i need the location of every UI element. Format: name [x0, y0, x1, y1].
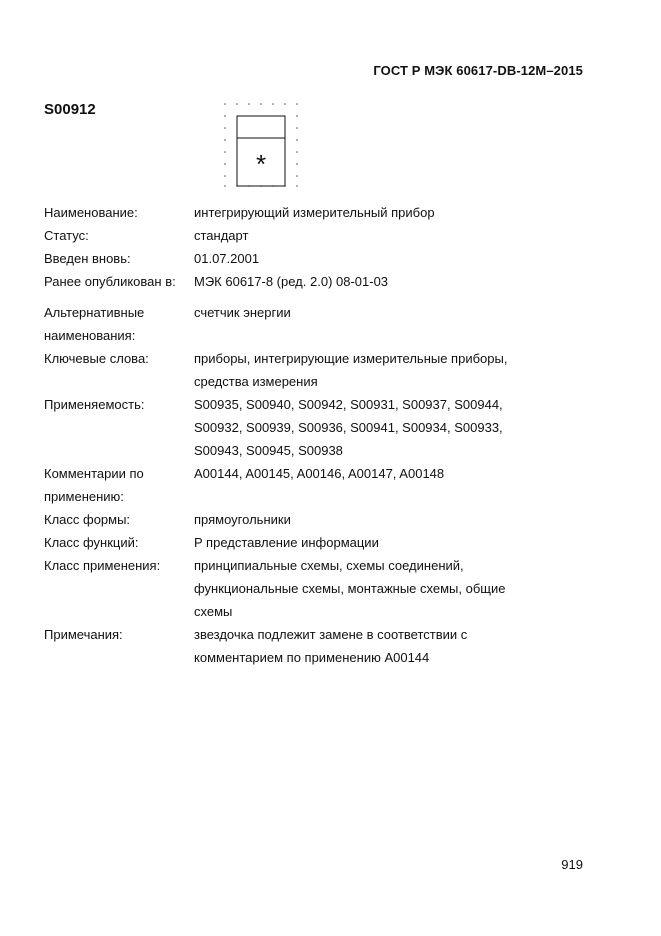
field-row: [44, 201, 584, 224]
field-label-line: Статус:: [44, 228, 89, 243]
field-label: [44, 347, 194, 393]
grid-dot: [296, 139, 298, 141]
grid-dot: [296, 151, 298, 153]
grid-dot: [296, 103, 298, 105]
field-label-line: Наименование:: [44, 205, 138, 220]
symbol-code: S00912: [44, 101, 96, 118]
field-label-line: Класс функций:: [44, 535, 139, 550]
page-number: 919: [561, 857, 583, 872]
field-label: [44, 623, 194, 669]
field-value: [194, 393, 584, 462]
field-value-line: S00932, S00939, S00936, S00941, S00934, S00933,: [194, 420, 503, 435]
field-list: [44, 201, 584, 669]
field-value-line: принципиальные схемы, схемы соединений,: [194, 558, 464, 573]
grid-dot: [224, 103, 226, 105]
field-label-line: Альтернативные: [44, 305, 145, 320]
field-value-line: комментарием по применению A00144: [194, 650, 430, 665]
field-label: [44, 462, 194, 508]
field-label-line: Класс применения:: [44, 558, 161, 573]
field-label: [44, 531, 194, 554]
field-value-line: прямоугольники: [194, 512, 291, 527]
grid-dot: [224, 175, 226, 177]
field-row: [44, 531, 584, 554]
field-row: [44, 554, 584, 623]
field-row: [44, 247, 584, 270]
field-value-line: интегрирующий измерительный прибор: [194, 205, 435, 220]
field-label-line: наименования:: [44, 328, 136, 343]
field-value-line: S00935, S00940, S00942, S00931, S00937, S00944,: [194, 397, 503, 412]
field-value-line: МЭК 60617-8 (ред. 2.0) 08-01-03: [194, 274, 389, 289]
grid-dot: [296, 127, 298, 129]
field-value-line: S00943, S00945, S00938: [194, 443, 343, 458]
field-label-line: Применяемость:: [44, 397, 145, 412]
grid-dot: [296, 185, 298, 187]
field-label: [44, 393, 194, 462]
field-row: [44, 623, 584, 669]
field-value-line: средства измерения: [194, 374, 318, 389]
grid-dot: [260, 103, 262, 105]
field-value: [194, 347, 584, 393]
field-value-line: A00144, A00145, A00146, A00147, A00148: [194, 466, 445, 481]
grid-dot: [272, 103, 274, 105]
document-header: ГОСТ Р МЭК 60617-DB-12M–2015: [373, 63, 583, 78]
grid-dot: [224, 115, 226, 117]
field-value: [194, 224, 584, 247]
field-label-line: Комментарии по: [44, 466, 144, 481]
symbol-graphic: [224, 103, 300, 187]
field-label: [44, 201, 194, 224]
field-value: [194, 247, 584, 270]
grid-dot: [224, 139, 226, 141]
asterisk-glyph: *: [255, 149, 267, 179]
field-value: [194, 270, 584, 293]
field-value: [194, 531, 584, 554]
field-label-line: применению:: [44, 489, 124, 504]
field-value-line: 01.07.2001: [194, 251, 260, 266]
field-row: [44, 270, 584, 293]
field-row: [44, 347, 584, 393]
field-label-line: Примечания:: [44, 627, 123, 642]
grid-dot: [236, 103, 238, 105]
field-value-line: стандарт: [194, 228, 249, 243]
grid-dot: [296, 115, 298, 117]
field-value: [194, 554, 584, 623]
field-value-line: функциональные схемы, монтажные схемы, общие: [194, 581, 506, 596]
grid-dot: [284, 103, 286, 105]
grid-dot: [224, 163, 226, 165]
field-label-line: Класс формы:: [44, 512, 131, 527]
field-value-line: P представление информации: [194, 535, 379, 550]
field-value-line: счетчик энергии: [194, 305, 291, 320]
field-label-line: Ранее опубликован в:: [44, 274, 176, 289]
grid-dot: [296, 175, 298, 177]
field-value: [194, 623, 584, 669]
field-label: [44, 508, 194, 531]
field-row: [44, 462, 584, 508]
field-label: [44, 554, 194, 623]
field-label: [44, 270, 194, 293]
field-label: [44, 301, 194, 347]
grid-dot: [224, 185, 226, 187]
field-label: [44, 224, 194, 247]
field-value: [194, 462, 584, 508]
field-label-line: Введен вновь:: [44, 251, 131, 266]
field-row: [44, 393, 584, 462]
field-value: [194, 508, 584, 531]
field-value-line: приборы, интегрирующие измерительные приборы,: [194, 351, 508, 366]
field-label-line: Ключевые слова:: [44, 351, 149, 366]
field-label: [44, 247, 194, 270]
field-row: [44, 224, 584, 247]
field-value: [194, 201, 584, 224]
grid-dot: [296, 163, 298, 165]
field-row: [44, 508, 584, 531]
field-value: [194, 301, 584, 347]
integrating-meter-symbol: [224, 103, 300, 187]
grid-dot: [224, 151, 226, 153]
field-value-line: звездочка подлежит замене в соответствии с: [194, 627, 468, 642]
field-value-line: схемы: [194, 604, 233, 619]
field-row: [44, 301, 584, 347]
grid-dot: [224, 127, 226, 129]
grid-dot: [248, 103, 250, 105]
